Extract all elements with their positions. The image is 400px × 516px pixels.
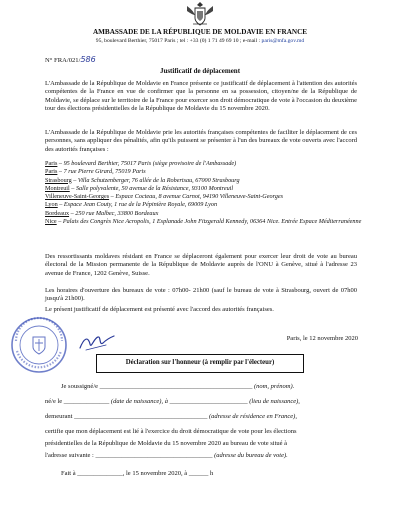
line-hint: (lieu de naissance), [249, 398, 300, 405]
list-item [45, 168, 363, 176]
line-hint: (nom, prénom). [254, 383, 295, 390]
birth-date-blank[interactable]: ______________ [63, 398, 110, 405]
list-item [45, 210, 363, 218]
polling-station-list [45, 160, 363, 226]
declaration-line-birth [45, 398, 300, 405]
office-city: Paris [45, 160, 58, 167]
office-detail: – Salle polyvalente, 50 avenue de la Résistance, 93100 Montreuil [69, 184, 234, 192]
office-city: Paris [45, 168, 58, 176]
birth-place-blank[interactable]: ________________________ [169, 398, 248, 405]
name-blank[interactable]: _______________________________________________ [99, 383, 253, 390]
station-address-blank[interactable]: ____________________________________ [95, 452, 213, 459]
place-and-date: Paris, le 12 novembre 2020 [286, 335, 358, 342]
line-label: Fait à [61, 470, 76, 477]
paragraph-request: L'Ambassade de la République de Moldavie prie les autorités françaises compétentes de faciliter le déplacement de ces personnes, sans appliquer des pénalités, afin qu'ils puissent se présenter à l'un des bureaux de vote ouverts avec l'accord des autorités françaises : [45, 129, 357, 153]
email-link[interactable]: paris@mfa.gov.md [261, 38, 305, 44]
office-detail: – Espace Jean Couty, 1 rue de la Pépinière Royale, 69009 Lyon [57, 201, 218, 209]
declaration-title: Déclaration sur l'honneur (à remplir par l'électeur) [125, 359, 275, 366]
reference-label: N° FRA/021/ [45, 57, 81, 64]
line-label: Je soussigné/e [61, 383, 99, 390]
declaration-line-station [45, 452, 288, 459]
paragraph-opening-hours: Les horaires d'ouverture des bureaux de vote : 07h00- 21h00 (sauf le bureau de vote à Strasbourg, ouvert de 07h00 jusqu'à 21h00). [45, 287, 357, 303]
office-city: Lyon [45, 201, 58, 209]
document-title: Justificatif de déplacement [159, 67, 241, 75]
office-city: Nice [45, 218, 57, 226]
reference-number [45, 55, 96, 64]
hour-blank[interactable]: ______ [188, 470, 209, 477]
office-detail: – 250 rue Malbec, 33800 Bordeaux [69, 209, 159, 217]
line-hint: (adresse de résidence en France), [208, 413, 297, 420]
paragraph-agreement: Le présent justificatif de déplacement est présenté avec l'accord des autorités françaises. [45, 306, 274, 313]
office-detail: – Espace Cocteau, 8 avenue Carnot, 94190 Villeneuve-Saint-Georges [109, 193, 284, 201]
line-label: demeurant [45, 413, 73, 420]
paragraph-intro: L'Ambassade de la République de Moldavie en France présente ce justificatif de déplacement à l'attention des autorités compétentes de la France en vue de confirmer que la personne en sa possession, citoyen/ne de la République de Moldavie, se déplace sur le territoire de la France pour exercer son droit démocratique de vote à l'occasion du deuxième tour des élections présidentielles de la République de Moldavie du 15 novembre 2020. [45, 80, 357, 112]
embassy-title: AMBASSADE DE LA RÉPUBLIQUE DE MOLDAVIE EN FRANCE [92, 28, 308, 36]
office-city: Montreuil [45, 184, 70, 192]
place-blank[interactable]: ______________ [77, 470, 123, 477]
coat-of-arms-emblem [184, 0, 216, 27]
list-item [45, 201, 363, 209]
list-item [45, 218, 363, 226]
office-city: Strasbourg [45, 176, 72, 184]
reference-handwritten-number: 586 [80, 55, 96, 64]
address-text: 95, boulevard Berthier, 75017 Paris ; tel : +33 (0) 1 71 49 69 10 ; e-mail : [95, 38, 262, 44]
declaration-line-certify: certifie que mon déplacement est lié à l'exercice du droit démocratique de vote pour les élections [45, 428, 297, 435]
office-city: Bordeaux [45, 209, 70, 217]
office-detail: – Palais des Congrès Nice Acropolis, 1 Esplanade John Fitzgerald Kennedy, 06364 Nice. Entrée Espace Méditerranéenne [56, 218, 362, 226]
list-item [45, 177, 363, 185]
declaration-line-address [45, 413, 297, 420]
embassy-stamp [9, 315, 69, 375]
address-blank[interactable]: _________________________________________ [74, 413, 208, 420]
line-label: l'adresse suivante : [45, 452, 94, 459]
office-detail: – 95 boulevard Berthier, 75017 Paris (siège provisoire de l'Ambassade) [57, 160, 237, 167]
embassy-address [0, 38, 400, 44]
declaration-line-name [61, 383, 294, 390]
office-detail: – 7 rue Pierre Girard, 75019 Paris [57, 168, 146, 176]
declaration-line-elections: présidentielles de la République de Moldavie du 15 novembre 2020 au bureau de vote situé à [45, 440, 288, 447]
list-item [45, 193, 363, 201]
handwritten-signature [78, 332, 116, 354]
line-hint: (adresse du bureau de vote). [214, 452, 288, 459]
line-hint: (date de naissance), à [110, 398, 168, 405]
hour-suffix: h [209, 470, 214, 477]
office-detail: – Villa Schutzenberger, 76 allée de la Robertsau, 67000 Strasbourg [71, 176, 240, 184]
paragraph-geneva: Des ressortissants moldaves résidant en France se déplaceront également pour exercer leur droit de vote au bureau électoral de la Mission permanente de la République de Moldavie auprès de l'ONU à Genève, situé à l'adresse 23 avenue de France, 1202 Genève, Suisse. [45, 253, 357, 277]
line-text: , le 15 novembre 2020, à [122, 470, 188, 477]
office-city: Villeneuve-Saint-Georges [45, 193, 110, 201]
list-item [45, 185, 363, 193]
list-item [45, 160, 363, 168]
declaration-line-signed [61, 470, 213, 477]
line-label: né/e le [45, 398, 63, 405]
